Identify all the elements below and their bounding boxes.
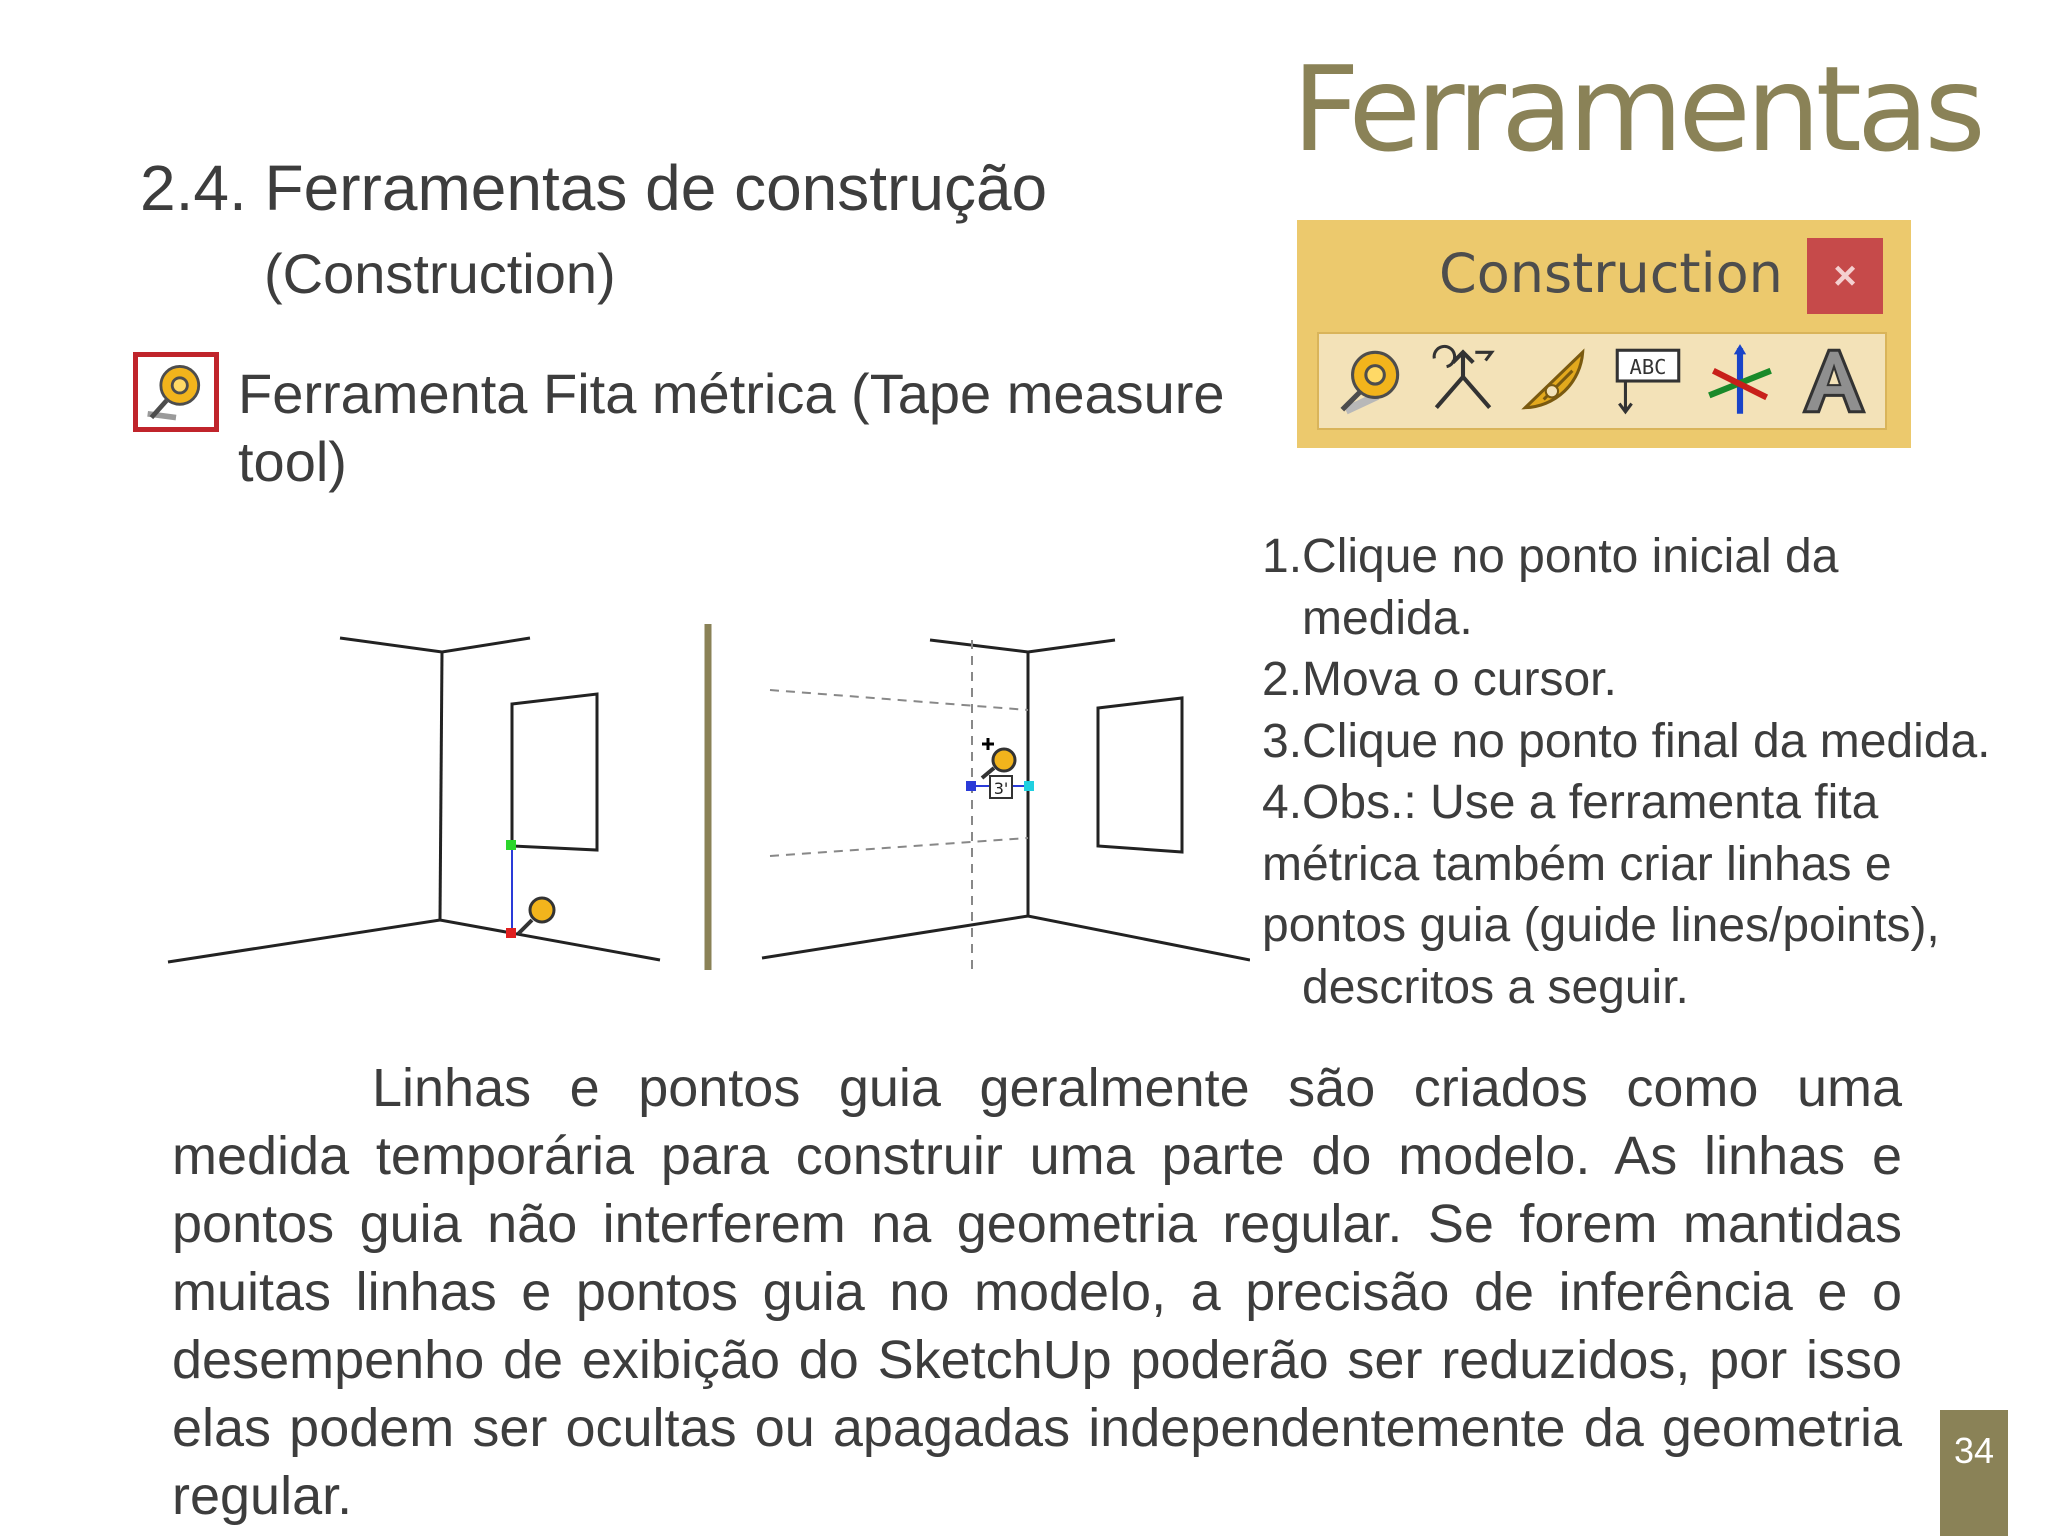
right-scene [762, 640, 1250, 960]
3d-text-icon[interactable] [1792, 340, 1874, 422]
step-1-continued: medida. [1302, 591, 1473, 645]
section-heading: 2.4. Ferramentas de construção [140, 152, 1048, 224]
tape-measure-illustration [160, 600, 1250, 980]
svg-text:ABC: ABC [1629, 354, 1667, 379]
step-1: 1.Clique no ponto inicial da [1262, 530, 1839, 583]
toolbar-title: Construction [1439, 242, 1783, 305]
right-guides [770, 640, 1028, 970]
step-3: 3.Clique no ponto final da medida. [1262, 714, 1991, 768]
section-subheading: (Construction) [264, 242, 616, 305]
toolbar-close-button[interactable]: × [1807, 238, 1883, 314]
tape-measure-tool-icon [133, 352, 219, 432]
protractor-icon[interactable] [1515, 340, 1597, 422]
tape-measure-icon[interactable] [1330, 340, 1412, 422]
step-2: 2.Mova o cursor. [1262, 653, 1617, 706]
left-measure [506, 840, 554, 938]
text-icon[interactable] [1607, 340, 1689, 422]
step-4-line-3: pontos guia (guide lines/points), [1262, 899, 1940, 952]
tape-measure-tool-label: Ferramenta Fita métrica (Tape measure tool) [238, 362, 1225, 493]
step-4: 4.Obs.: Use a ferramenta fita [1262, 776, 1879, 829]
measure-readout: 3' [993, 779, 1009, 798]
construction-toolbar [1297, 220, 1911, 448]
page-number-badge: 34 [1940, 1410, 2008, 1536]
right-measure [966, 738, 1034, 798]
dimension-icon[interactable] [1422, 340, 1504, 422]
step-4-line-2: métrica também criar linhas e [1262, 837, 1892, 891]
axes-icon[interactable] [1699, 340, 1781, 422]
step-4-line-4: descritos a seguir. [1302, 960, 1689, 1014]
body-paragraph: Linhas e pontos guia geralmente são criados como uma medida temporária para construir uma parte do modelo. As linhas e pontos guia não interferem na geometria regular. Se forem mantidas muitas linhas e pontos guia no modelo, a precisão de inferência e o desempenho de exibição do SketchUp poderão ser reduzidos, por isso elas podem ser ocultas ou apagadas independentemente da geometria regular. [172, 1058, 1902, 1526]
tape-measure-icon [138, 357, 214, 427]
steps-list [1262, 526, 2048, 1018]
left-scene [168, 638, 660, 962]
page-title: Ferramentas [1292, 40, 1981, 178]
toolbar-tool-strip [1317, 332, 1887, 430]
